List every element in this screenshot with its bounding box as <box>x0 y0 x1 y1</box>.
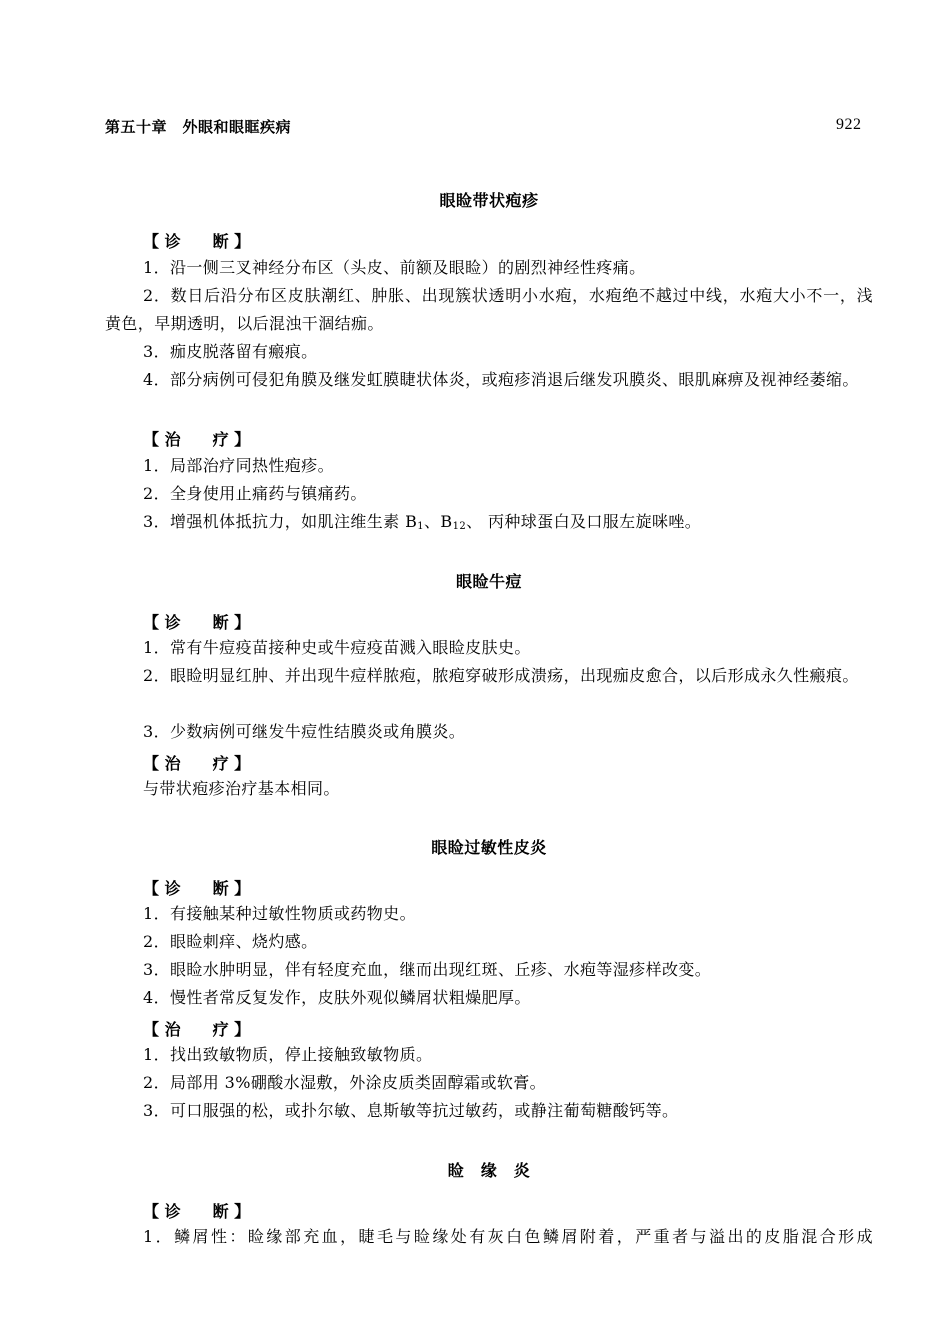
diagnosis-item: 2．眼睑刺痒、烧灼感。 <box>143 932 318 951</box>
diagnosis-item: 1．鳞屑性：睑缘部充血，睫毛与睑缘处有灰白色鳞屑附着，严重者与溢出的皮脂混合形成 <box>143 1227 873 1246</box>
diagnosis-item: 3．少数病例可继发牛痘性结膜炎或角膜炎。 <box>143 722 466 741</box>
diagnosis-item: 4．部分病例可侵犯角膜及继发虹膜睫状体炎，或疱疹消退后继发巩膜炎、眼肌麻痹及视神经萎缩。 <box>143 370 859 389</box>
treatment-label: 【 治 疗 】 <box>143 1020 251 1039</box>
treatment-item: 与带状疱疹治疗基本相同。 <box>143 779 340 798</box>
treatment-item: 1．找出致敏物质，停止接触致敏物质。 <box>143 1045 433 1064</box>
diagnosis-item: 1．沿一侧三叉神经分布区（头皮、前额及眼睑）的剧烈神经性疼痛。 <box>143 258 646 277</box>
diagnosis-item: 4．慢性者常反复发作，皮肤外观似鳞屑状粗燥肥厚。 <box>143 988 531 1007</box>
diagnosis-item: 1．有接触某种过敏性物质或药物史。 <box>143 904 416 923</box>
diagnosis-item: 3．痂皮脱落留有瘢痕。 <box>143 342 318 361</box>
section-title: 眼睑牛痘 <box>455 572 522 591</box>
chapter-header: 第五十章 外眼和眼眶疾病 <box>105 118 292 136</box>
treatment-label: 【 治 疗 】 <box>143 754 251 773</box>
diagnosis-item: 2．数日后沿分布区皮肤潮红、肿胀、出现簇状透明小水疱，水疱绝不越过中线，水疱大小不一，浅黄色，早期透明，以后混浊干涸结痂。 <box>105 286 873 333</box>
diagnosis-label: 【 诊 断 】 <box>143 613 251 632</box>
diagnosis-label: 【 诊 断 】 <box>143 232 251 251</box>
treatment-item: 2．全身使用止痛药与镇痛药。 <box>143 484 367 503</box>
diagnosis-item: 2．眼睑明显红肿、并出现牛痘样脓疱，脓疱穿破形成溃疡，出现痂皮愈合，以后形成永久性瘢痕。 <box>143 666 859 685</box>
page-number: 922 <box>836 116 862 133</box>
treatment-label: 【 治 疗 】 <box>143 430 251 449</box>
section-title: 睑 缘 炎 <box>447 1161 531 1180</box>
treatment-item: 2．局部用 3%硼酸水湿敷，外涂皮质类固醇霜或软膏。 <box>143 1073 547 1092</box>
treatment-item: 1．局部治疗同热性疱疹。 <box>143 456 334 475</box>
diagnosis-item: 3．眼睑水肿明显，伴有轻度充血，继而出现红斑、丘疹、水疱等湿疹样改变。 <box>143 960 712 979</box>
diagnosis-label: 【 诊 断 】 <box>143 1202 251 1221</box>
treatment-item: 3．可口服强的松，或扑尔敏、息斯敏等抗过敏药，或静注葡萄糖酸钙等。 <box>143 1101 679 1120</box>
diagnosis-label: 【 诊 断 】 <box>143 879 251 898</box>
section-title: 眼睑过敏性皮炎 <box>431 838 547 857</box>
diagnosis-item: 1．常有牛痘疫苗接种史或牛痘疫苗溅入眼睑皮肤史。 <box>143 638 531 657</box>
section-title: 眼睑带状疱疹 <box>439 191 539 210</box>
treatment-item: 3．增强机体抵抗力，如肌注维生素 $B_1$、$B_{12}$、 丙种球蛋白及口服左旋咪唑。 <box>143 512 702 532</box>
